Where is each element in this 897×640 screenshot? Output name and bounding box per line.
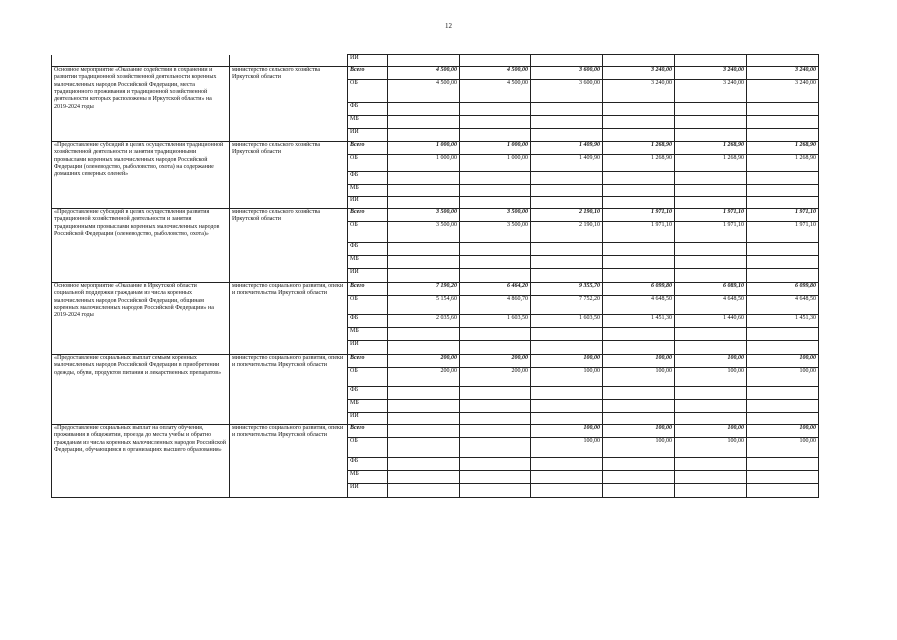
amount-cell: 2 190,10 [531,209,603,222]
amount-cell [747,400,819,413]
amount-cell: 1 268,90 [747,155,819,172]
amount-cell: 4 648,50 [675,296,747,315]
source-label: ОБ [348,438,388,458]
amount-cell [531,387,603,400]
amount-cell [675,328,747,341]
amount-cell: 3 240,00 [747,67,819,80]
executor-name: министерство сельского хозяйства Иркутской области [230,209,348,283]
amount-cell: 100,00 [531,438,603,458]
amount-cell: 1 971,10 [675,222,747,243]
amount-cell [603,269,675,283]
amount-cell [388,172,460,185]
amount-cell [388,341,460,355]
amount-cell [747,129,819,142]
source-label: ОБ [348,155,388,172]
amount-cell [460,400,531,413]
amount-cell [603,413,675,425]
measure-name: Основное мероприятие «Оказание содействия в сохранении и развитии традиционной хозяйственной деятельности коренных малочисленных народов Российской Федерации, места традиционного проживания и традиционной хозяйственной деятельности которых расположены в Иркутской области» на 2019-2024 годы [52,67,230,142]
amount-cell: 100,00 [675,355,747,368]
amount-cell [603,243,675,256]
amount-cell: 4 500,00 [388,67,460,80]
amount-cell [747,243,819,256]
amount-cell: 6 089,10 [675,283,747,296]
amount-cell [388,458,460,471]
amount-cell [675,256,747,269]
amount-cell: 3 600,00 [531,67,603,80]
executor-name: министерство сельского хозяйства Иркутской области [230,67,348,142]
source-label: Всего [348,67,388,80]
measure-name: Основное мероприятие «Оказание в Иркутской области социальной поддержки гражданам из числа коренных малочисленных народов Российской Федерации, общинам коренных малочисленных народов Российской Федерации» на 2019-2024 годы [52,283,230,355]
measure-name: «Предоставление субсидий в целях осуществления развития традиционной хозяйственной деятельности и занятия традиционными промыслами коренных малочисленных народов Российской Федерации (оленеводство, рыболовство, охота)» [52,209,230,283]
amount-cell [460,256,531,269]
source-label: ОБ [348,296,388,315]
amount-cell [388,438,460,458]
amount-cell [460,341,531,355]
amount-cell: 1 000,00 [460,155,531,172]
empty-cell [52,55,230,67]
source-label: ФБ [348,243,388,256]
amount-cell: 7 752,20 [531,296,603,315]
amount-cell [531,484,603,498]
amount-cell: 3 600,00 [531,80,603,103]
amount-cell [531,103,603,116]
amount-cell [531,129,603,142]
amount-cell [388,387,460,400]
amount-cell [675,341,747,355]
amount-cell [603,341,675,355]
amount-cell: 1 451,30 [603,315,675,328]
amount-cell: 4 500,00 [460,67,531,80]
empty-cell [230,55,348,67]
amount-cell [747,471,819,484]
source-label: ОБ [348,80,388,103]
amount-cell [388,243,460,256]
total-row [52,283,819,296]
amount-cell [747,458,819,471]
amount-cell: 4 648,50 [603,296,675,315]
amount-cell [747,387,819,400]
amount-cell [531,185,603,197]
amount-cell: 3 240,00 [603,67,675,80]
amount-cell [531,256,603,269]
amount-cell [531,243,603,256]
source-label: Всего [348,283,388,296]
empty-cell [460,55,531,67]
amount-cell [460,471,531,484]
amount-cell [675,185,747,197]
source-label: ОБ [348,222,388,243]
amount-cell [460,269,531,283]
amount-cell: 100,00 [747,438,819,458]
amount-cell: 200,00 [388,368,460,387]
amount-cell [603,328,675,341]
amount-cell [388,116,460,129]
amount-cell: 3 240,00 [675,67,747,80]
amount-cell: 100,00 [531,425,603,438]
amount-cell: 5 154,60 [388,296,460,315]
amount-cell [460,172,531,185]
amount-cell: 1 000,00 [388,142,460,155]
amount-cell: 1 000,00 [388,155,460,172]
amount-cell [388,328,460,341]
amount-cell [388,484,460,498]
source-label: ИИ [348,197,388,209]
source-label: Всего [348,425,388,438]
amount-cell [460,116,531,129]
amount-cell [675,172,747,185]
amount-cell: 6 099,80 [603,283,675,296]
amount-cell [603,116,675,129]
amount-cell [675,484,747,498]
amount-cell: 200,00 [460,368,531,387]
amount-cell [388,129,460,142]
source-label: ИИ [348,484,388,498]
amount-cell: 4 648,50 [747,296,819,315]
source-label: ОБ [348,368,388,387]
amount-cell [747,103,819,116]
amount-cell [388,400,460,413]
budget-table-body [52,55,819,498]
amount-cell [388,103,460,116]
amount-cell: 1 971,10 [747,209,819,222]
empty-cell [531,55,603,67]
amount-cell [747,116,819,129]
amount-cell: 1 971,10 [603,222,675,243]
amount-cell [675,116,747,129]
source-label: ИИ [348,413,388,425]
amount-cell [531,197,603,209]
amount-cell [675,400,747,413]
amount-cell [675,197,747,209]
amount-cell [460,243,531,256]
amount-cell [603,458,675,471]
amount-cell: 1 409,90 [531,155,603,172]
total-row [52,142,819,155]
amount-cell [460,387,531,400]
amount-cell [388,197,460,209]
amount-cell: 9 355,70 [531,283,603,296]
amount-cell: 4 500,00 [388,80,460,103]
source-label: ИИ [348,269,388,283]
amount-cell: 3 500,00 [460,222,531,243]
amount-cell: 3 500,00 [388,222,460,243]
amount-cell [747,341,819,355]
source-label: МБ [348,400,388,413]
amount-cell: 100,00 [603,438,675,458]
amount-cell [747,328,819,341]
amount-cell [460,197,531,209]
executor-name: министерство социального развития, опеки и попечительства Иркутской области [230,355,348,425]
amount-cell [460,103,531,116]
amount-cell [531,400,603,413]
amount-cell [747,185,819,197]
amount-cell: 100,00 [531,368,603,387]
amount-cell: 1 603,50 [460,315,531,328]
amount-cell [460,438,531,458]
amount-cell [460,413,531,425]
amount-cell [747,269,819,283]
amount-cell: 1 451,30 [747,315,819,328]
source-label: МБ [348,116,388,129]
source-label: ФБ [348,458,388,471]
amount-cell [531,328,603,341]
amount-cell: 100,00 [675,425,747,438]
measure-name: «Предоставление социальных выплат семьям коренных малочисленных народов Российской Федерации в приобретении одежды, обуви, продуктов питания и лекарственных препаратов» [52,355,230,425]
amount-cell: 1 268,90 [603,142,675,155]
amount-cell [603,172,675,185]
amount-cell [603,484,675,498]
amount-cell [603,197,675,209]
amount-cell [531,269,603,283]
source-label: ФБ [348,103,388,116]
amount-cell [388,471,460,484]
amount-cell [531,471,603,484]
source-label: Всего [348,209,388,222]
source-label: МБ [348,256,388,269]
amount-cell [675,387,747,400]
amount-cell [531,172,603,185]
amount-cell: 1 000,00 [460,142,531,155]
empty-cell [675,55,747,67]
source-label: ИИ [348,55,388,67]
amount-cell [460,328,531,341]
amount-cell: 2 190,10 [531,222,603,243]
amount-cell: 100,00 [747,368,819,387]
source-label: ФБ [348,387,388,400]
amount-cell [603,471,675,484]
amount-cell [531,458,603,471]
empty-cell [603,55,675,67]
total-row [52,425,819,438]
executor-name: министерство социального развития, опеки и попечительства Иркутской области [230,283,348,355]
amount-cell: 1 440,60 [675,315,747,328]
amount-cell: 200,00 [460,355,531,368]
amount-cell [603,256,675,269]
amount-cell [675,458,747,471]
amount-cell [603,103,675,116]
amount-cell [747,172,819,185]
amount-cell [603,400,675,413]
amount-cell [747,484,819,498]
total-row [52,67,819,80]
amount-cell [460,129,531,142]
amount-cell [603,129,675,142]
amount-cell [603,387,675,400]
source-label: ИИ [348,341,388,355]
amount-cell [388,425,460,438]
amount-cell: 1 971,10 [747,222,819,243]
amount-cell [675,471,747,484]
amount-cell: 200,00 [388,355,460,368]
amount-cell: 1 409,90 [531,142,603,155]
budget-table [51,54,819,498]
amount-cell [747,413,819,425]
amount-cell [675,269,747,283]
amount-cell: 1 268,90 [675,142,747,155]
amount-cell [675,413,747,425]
amount-cell: 3 500,00 [460,209,531,222]
amount-cell: 3 240,00 [747,80,819,103]
amount-cell [675,103,747,116]
amount-cell: 4 860,70 [460,296,531,315]
amount-cell [747,256,819,269]
continuation-row [52,55,819,67]
measure-name: «Предоставление субсидий в целях осуществления традиционной хозяйственной деятельности и занятия традиционными промыслами коренных малочисленных народов Российской Федерации (оленеводство, рыболовство, охота) на содержание домашних северных оленей» [52,142,230,209]
amount-cell: 6 464,20 [460,283,531,296]
total-row [52,355,819,368]
amount-cell: 1 268,90 [675,155,747,172]
amount-cell: 100,00 [603,425,675,438]
amount-cell: 1 268,90 [747,142,819,155]
source-label: Всего [348,355,388,368]
amount-cell: 100,00 [675,438,747,458]
amount-cell: 3 240,00 [603,80,675,103]
amount-cell [388,269,460,283]
amount-cell: 3 500,00 [388,209,460,222]
total-row [52,209,819,222]
executor-name: министерство социального развития, опеки и попечительства Иркутской области [230,425,348,498]
empty-cell [388,55,460,67]
executor-name: министерство сельского хозяйства Иркутской области [230,142,348,209]
amount-cell: 1 603,50 [531,315,603,328]
amount-cell [531,413,603,425]
amount-cell [675,243,747,256]
amount-cell [747,197,819,209]
amount-cell [531,116,603,129]
amount-cell [388,185,460,197]
amount-cell [388,413,460,425]
amount-cell [460,185,531,197]
amount-cell [460,458,531,471]
amount-cell: 100,00 [603,368,675,387]
source-label: ИИ [348,129,388,142]
amount-cell [603,185,675,197]
source-label: МБ [348,185,388,197]
source-label: Всего [348,142,388,155]
empty-cell [747,55,819,67]
amount-cell: 100,00 [531,355,603,368]
amount-cell: 1 971,10 [603,209,675,222]
amount-cell: 1 971,10 [675,209,747,222]
source-label: МБ [348,471,388,484]
amount-cell: 100,00 [747,355,819,368]
amount-cell: 2 035,60 [388,315,460,328]
page-number: 12 [445,22,452,30]
amount-cell [388,256,460,269]
amount-cell [460,425,531,438]
amount-cell [460,484,531,498]
amount-cell: 7 190,20 [388,283,460,296]
amount-cell: 4 500,00 [460,80,531,103]
amount-cell: 6 099,80 [747,283,819,296]
amount-cell: 1 268,90 [603,155,675,172]
amount-cell: 100,00 [603,355,675,368]
source-label: ФБ [348,172,388,185]
amount-cell: 100,00 [675,368,747,387]
amount-cell: 3 240,00 [675,80,747,103]
source-label: ФБ [348,315,388,328]
source-label: МБ [348,328,388,341]
amount-cell [675,129,747,142]
amount-cell: 100,00 [747,425,819,438]
measure-name: «Предоставление социальных выплат на оплату обучения, проживания в общежитии, проезда до места учебы и обратно гражданам из числа коренных малочисленных народов Российской Федерации, обучающимся в организациях высшего образования» [52,425,230,498]
amount-cell [531,341,603,355]
